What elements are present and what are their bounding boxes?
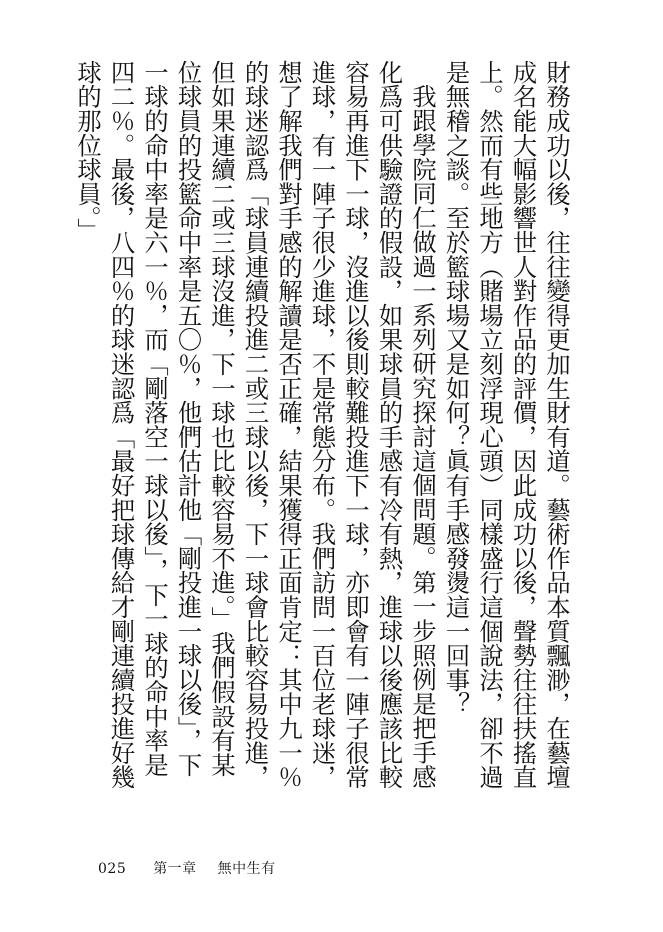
paragraph-2: 我跟學院同仁做過一系列研究探討這個問題。第一步照例是把手感化爲可供驗證的假設，如果球員的手感有冷有熱，進球以後應該比較容易再進下一球，沒進以後則較難投進下一球，亦即會有一陣子很常進球，有一陣子很少進球，不是常態分布。我們訪問一百位老球迷，想了解我們對手感的解讀是否正確，結果獲得正面肯定：其中九一％的球迷認爲「球員連續投進二或三球以後，下一球會比較容易投進，但如果連續二或三球沒進，下一球也比較容易不進。」我們假設有某位球員的投籃命中率是五〇％，他們估計他「剛投進一球以後」，下一球的命中率是六一％，而「剛落空一球以後」，下一球的命中率是四二％。最後，八四％的球迷認爲「最好把球傳給才剛連續投進好幾球的那位球員。」 xyxy=(73,60,437,789)
chapter-title: 無中生有 xyxy=(217,861,276,877)
vertical-body-text xyxy=(71,60,574,795)
page-number: 025 xyxy=(98,861,127,877)
page-footer xyxy=(98,858,276,878)
paragraph-1: 財務成功以後，往往變得更加生財有道。藝術作品本質飄渺，在藝壇成名能大幅影響世人對作品的評價，因此成功以後，聲勢往往扶搖直上。然而有些地方（賭場立刻浮現心頭）同樣盛行這個說法，卻不過是無稽之談。至於籃球場又是如何？眞有手感發燙這一回事？ xyxy=(441,60,571,789)
chapter-label: 第一章 xyxy=(153,861,197,877)
